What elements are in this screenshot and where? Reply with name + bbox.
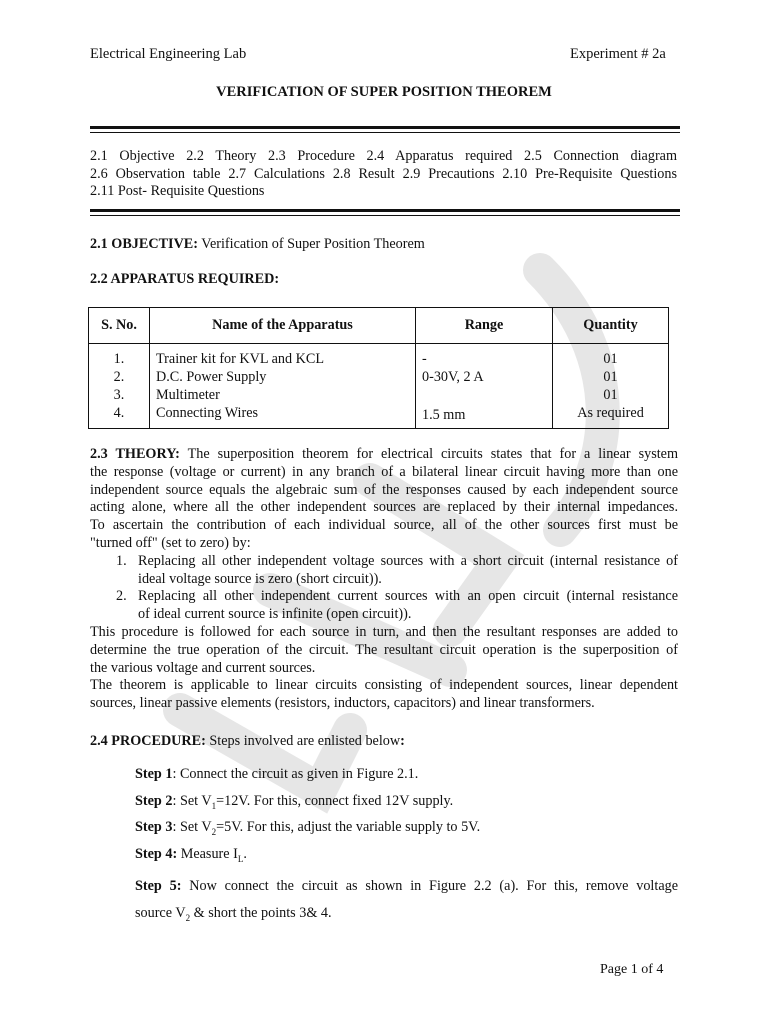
range-cell <box>416 344 553 429</box>
toc-line: 2.6 Observation table 2.7 Calculations 2.8 Result 2.9 Precautions 2.10 Pre-Requisite Questions <box>90 165 677 182</box>
step-5 <box>135 873 678 932</box>
step-2 <box>135 793 453 811</box>
theory-line: This procedure is followed for each source in turn, and then the resultant responses are added to <box>90 623 678 640</box>
procedure-heading: 2.4 PROCEDURE: <box>90 733 206 749</box>
theory-line: determine the true operation of the circuit. The resultant circuit operation is the superposition of <box>90 641 678 658</box>
list-item-line: ideal voltage source is zero (short circuit)). <box>138 570 382 587</box>
theory-line: "turned off" (set to zero) by: <box>90 534 251 551</box>
theory-section <box>90 446 678 713</box>
step-text: & short the points 3& 4. <box>190 905 332 921</box>
theory-text: The superposition theorem for electrical circuits states that for a linear system <box>179 446 678 462</box>
subscript: 2 <box>211 826 217 837</box>
header-right: Experiment # 2a <box>570 46 666 62</box>
step-text: : Connect the circuit as given in Figure 2.1. <box>172 766 419 782</box>
step-label: Step 4: <box>135 846 178 862</box>
sno-cell <box>89 344 150 429</box>
step-text: =12V. For this, connect fixed 12V supply. <box>216 793 454 809</box>
table-header-row <box>89 308 669 344</box>
range-value: 1.5 mm <box>422 407 466 423</box>
range-value: 0-30V, 2 A <box>422 369 484 385</box>
table-of-contents <box>90 148 677 201</box>
divider-top-thin <box>90 132 680 133</box>
apparatus-table <box>88 307 669 429</box>
col-header-quantity: Quantity <box>553 308 669 344</box>
toc-line: 2.1 Objective 2.2 Theory 2.3 Procedure 2.4 Apparatus required 2.5 Connection diagram <box>90 148 677 164</box>
theory-line: acting alone, where all the other independent sources are replaced by their internal impedances. <box>90 499 678 516</box>
sno-value: 2. <box>113 369 125 385</box>
theory-line: independent source equals the algebraic sum of the responses caused by each independent source <box>90 481 678 498</box>
toc-line: 2.11 Post- Requisite Questions <box>90 183 265 200</box>
divider-top-thick <box>90 126 680 129</box>
name-value: D.C. Power Supply <box>156 369 267 385</box>
theory-line: sources, linear passive elements (resistors, inductors, capacitors) and linear transformers. <box>90 695 595 712</box>
header-left: Electrical Engineering Lab <box>90 46 247 62</box>
list-number: 1. <box>116 552 127 569</box>
divider-bottom-thick <box>90 209 680 212</box>
theory-line: The theorem is applicable to linear circuits consisting of independent sources, linear dependent <box>90 677 678 694</box>
procedure-colon: : <box>400 733 405 749</box>
step-label: Step 2 <box>135 793 173 809</box>
list-number: 2. <box>116 588 127 605</box>
theory-line: To ascertain the contribution of each individual source, all of the other sources first must be <box>90 517 678 534</box>
qty-value: 01 <box>603 369 618 385</box>
objective-section <box>90 236 425 253</box>
subscript: 1 <box>211 800 217 811</box>
page-number: Page 1 of 4 <box>600 962 664 977</box>
col-header-sno: S. No. <box>89 308 150 344</box>
sno-value: 4. <box>113 405 125 421</box>
step-line <box>135 873 678 900</box>
sno-value: 1. <box>113 351 125 367</box>
objective-heading: 2.1 OBJECTIVE: <box>90 236 198 252</box>
step-label: Step 1 <box>135 766 173 782</box>
col-header-range: Range <box>416 308 553 344</box>
name-value: Connecting Wires <box>156 405 259 421</box>
step-label: Step 3 <box>135 819 173 835</box>
step-text: : Set V <box>172 793 212 809</box>
col-header-name: Name of the Apparatus <box>150 308 416 344</box>
qty-cell <box>553 344 669 429</box>
qty-value: 01 <box>603 387 618 403</box>
theory-line <box>90 446 678 464</box>
step-4 <box>135 846 247 864</box>
qty-value: As required <box>577 405 644 421</box>
table-row <box>89 344 669 429</box>
list-item-line: of ideal current source is infinite (open circuit)). <box>138 606 412 623</box>
step-text: Now connect the circuit as shown in Figure 2.2 (a). For this, remove voltage <box>181 878 679 894</box>
qty-value: 01 <box>603 351 618 367</box>
step-text: Measure I <box>177 846 238 862</box>
step-label: Step 5: <box>135 878 182 894</box>
objective-text: Verification of Super Position Theorem <box>198 236 425 252</box>
name-value: Trainer kit for KVL and KCL <box>156 351 324 367</box>
step-line <box>135 900 678 932</box>
divider-bottom-thin <box>90 215 680 216</box>
procedure-intro: Steps involved are enlisted below <box>205 733 401 749</box>
theory-list <box>90 553 678 624</box>
name-cell <box>150 344 416 429</box>
list-item-line: Replacing all other independent current sources with an open circuit (internal resistance <box>138 588 678 605</box>
step-text: : Set V <box>172 819 212 835</box>
theory-heading: 2.3 THEORY: <box>90 446 180 462</box>
name-value: Multimeter <box>156 387 220 403</box>
theory-line: the response (voltage or current) in any branch of a bilateral linear circuit having more than one <box>90 463 678 480</box>
range-value: - <box>422 351 427 367</box>
subscript: 2 <box>185 912 191 923</box>
theory-line: the various voltage and current sources. <box>90 659 316 676</box>
step-1 <box>135 766 418 783</box>
procedure-heading-line <box>90 733 405 750</box>
step-text: . <box>243 846 247 862</box>
step-3 <box>135 819 480 837</box>
range-value <box>422 386 546 404</box>
step-text: source V <box>135 905 186 921</box>
step-text: =5V. For this, adjust the variable supply to 5V. <box>216 819 481 835</box>
document-title: VERIFICATION OF SUPER POSITION THEOREM <box>216 84 552 100</box>
sno-value: 3. <box>113 387 125 403</box>
subscript: L <box>237 853 244 864</box>
list-item-line: Replacing all other independent voltage sources with a short circuit (internal resistance of <box>138 552 678 569</box>
apparatus-heading: 2.2 APPARATUS REQUIRED: <box>90 271 280 287</box>
